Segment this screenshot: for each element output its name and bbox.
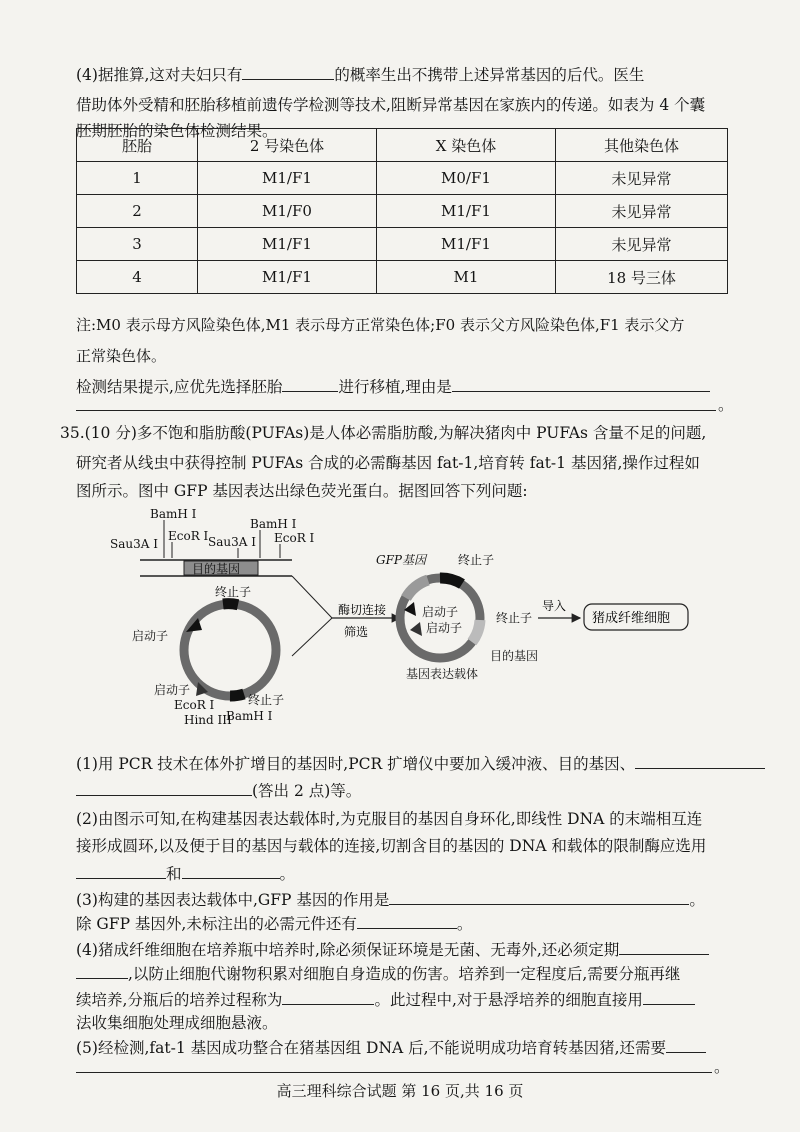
note-line1: 注:M0 表示母方风险染色体,M1 表示母方正常染色体;F0 表示父方风险染色体,F1 表示父方: [76, 316, 685, 334]
hindiii-label: Hind III: [184, 713, 232, 727]
answer-blank[interactable]: [282, 375, 338, 392]
vector-promoter-label2: 启动子: [426, 621, 463, 635]
cell: M1/F0: [198, 195, 377, 228]
header-embryo: 胚胎: [77, 129, 198, 162]
cell: M1/F1: [198, 261, 377, 294]
q3-line1: [76, 888, 705, 911]
q2-and: 和: [166, 865, 182, 883]
q3-text: (3)构建的基因表达载体中,GFP 基因的作用是: [76, 891, 390, 909]
answer-blank[interactable]: [389, 888, 689, 905]
ligation-label: 酶切连接: [338, 603, 387, 617]
target-gene-label: 目的基因: [192, 562, 241, 576]
vector-name-label: 基因表达载体: [406, 667, 479, 681]
q4-line2b: [76, 962, 680, 985]
bamhi-right-label: BamH I: [250, 517, 297, 531]
vector-target-gene-label: 目的基因: [490, 649, 539, 663]
terminator-label: 终止子: [215, 585, 252, 599]
q4-text5: 法收集细胞处理成细胞悬液。: [76, 1014, 278, 1032]
q1-text: (1)用 PCR 技术在体外扩增目的基因时,PCR 扩增仪中要加入缓冲液、目的基因、: [76, 755, 636, 773]
q5-line1: [76, 1036, 706, 1059]
header-other: 其他染色体: [556, 129, 728, 162]
q5-end: 。: [714, 1058, 730, 1076]
q2-end: 。: [279, 865, 296, 883]
cell: 1: [77, 162, 198, 195]
ecori-left-label: EcoR I: [168, 529, 209, 543]
cell: M1/F1: [377, 228, 556, 261]
q4-text3: 续培养,分瓶后的培养过程称为: [76, 991, 283, 1009]
screening-label: 筛选: [344, 625, 369, 639]
cell: M1/F1: [198, 162, 377, 195]
table-row: [77, 228, 728, 261]
q4-line1-text2: 的概率生出不携带上述异常基因的后代。医生: [334, 66, 645, 84]
gfp-label: GFP基因: [376, 553, 426, 567]
bamhi-plasmid-label: BamH I: [226, 709, 273, 723]
table-row: [77, 162, 728, 195]
answer-blank[interactable]: [76, 962, 128, 979]
terminator-block: [223, 604, 238, 605]
gene-construct-diagram: [110, 506, 710, 731]
sau3ai-left-label: Sau3A I: [110, 537, 158, 551]
terminator-block2: [230, 694, 244, 696]
answer-blank[interactable]: [76, 779, 252, 796]
ecori-right-label: EcoR I: [274, 531, 315, 545]
plasmid-ring: [184, 604, 276, 696]
cell: 未见异常: [556, 195, 728, 228]
answer-blank[interactable]: [357, 912, 457, 929]
cell: 未见异常: [556, 162, 728, 195]
answer-blank[interactable]: [282, 988, 374, 1005]
vector-terminator: [440, 578, 462, 584]
cell: M1/F1: [377, 195, 556, 228]
answer-blank[interactable]: [635, 752, 765, 769]
sau3ai-mid-label: Sau3A I: [208, 535, 256, 549]
q5-text: (5)经检测,fat-1 基因成功整合在猪基因组 DNA 后,不能说明成功培育转基因猪,还需要: [76, 1039, 667, 1057]
answer-blank[interactable]: [182, 862, 280, 879]
header-chrx: X 染色体: [377, 129, 556, 162]
q2-line3: [76, 862, 295, 885]
detect-line: [76, 375, 710, 398]
q2-line1: (2)由图示可知,在构建基因表达载体时,为克服目的基因自身环化,即线性 DNA 的末端相互连: [76, 810, 703, 828]
detect-mid: 进行移植,理由是: [338, 378, 452, 396]
q4-line1b: [76, 938, 709, 961]
answer-line[interactable]: [76, 1072, 712, 1073]
cell: M1: [377, 261, 556, 294]
cell: M0/F1: [377, 162, 556, 195]
answer-blank[interactable]: [452, 375, 710, 392]
q35-line1: 35.(10 分)多不饱和脂肪酸(PUFAs)是人体必需脂肪酸,为解决猪肉中 PUFAs 含量不足的问题,: [60, 424, 707, 442]
q4-line1-text: (4)据推算,这对夫妇只有: [76, 66, 243, 84]
page-footer: 高三理科综合试题 第 16 页,共 16 页: [276, 1082, 524, 1100]
detect-pre: 检测结果提示,应优先选择胚胎: [76, 378, 283, 396]
q4-text2: ,以防止细胞代谢物积累对细胞自身造成的伤害。培养到一定程度后,需要分瓶再继: [128, 965, 681, 983]
vector-promoter-label1: 启动子: [422, 605, 459, 619]
note-line2: 正常染色体。: [76, 347, 167, 365]
vector-promoter2: [410, 622, 422, 636]
pig-cell-label: 猪成纤维细胞: [592, 611, 671, 626]
q4-line3b: [76, 988, 695, 1011]
q1-line1: [76, 752, 765, 775]
q2-line2: 接形成圆环,以及便于目的基因与载体的连接,切割含目的基因的 DNA 和载体的限制酶应选用: [76, 837, 707, 855]
q3-end: 。: [689, 891, 705, 909]
q3-line2: [76, 912, 472, 935]
answer-blank[interactable]: [666, 1036, 706, 1053]
cell: 未见异常: [556, 228, 728, 261]
ecori-plasmid-label: EcoR I: [174, 698, 215, 712]
vector-terminator-label2: 终止子: [496, 611, 533, 625]
answer-blank[interactable]: [643, 988, 695, 1005]
bamhi-left-label: BamH I: [150, 507, 197, 521]
q4-line1: [76, 63, 644, 86]
cell: 18 号三体: [556, 261, 728, 294]
embryo-table: [76, 128, 728, 294]
terminator-label2: 终止子: [248, 693, 285, 707]
import-label: 导入: [542, 599, 567, 613]
cell: 3: [77, 228, 198, 261]
table-row: [77, 261, 728, 294]
q1-line2: [76, 779, 361, 802]
q4-text: (4)猪成纤维细胞在培养瓶中培养时,除必须保证环境是无菌、无毒外,还必须定期: [76, 941, 620, 959]
gfp-segment: [406, 580, 428, 598]
table-row: [77, 195, 728, 228]
q3-end2: 。: [456, 915, 473, 933]
table-header-row: [77, 129, 728, 162]
answer-line[interactable]: [76, 410, 716, 411]
cell: M1/F1: [198, 228, 377, 261]
cell: 2: [77, 195, 198, 228]
header-chr2: 2 号染色体: [198, 129, 377, 162]
promoter-label2: 启动子: [154, 683, 191, 697]
vector-terminator-label: 终止子: [458, 553, 495, 567]
q4-line3: 胚期胚胎的染色体检测结果。: [76, 122, 278, 140]
answer-blank[interactable]: [76, 862, 166, 879]
merge-line: [292, 618, 332, 656]
q1-text2: (答出 2 点)等。: [252, 782, 362, 800]
answer-blank[interactable]: [619, 938, 709, 955]
q35-line2: 研究者从线虫中获得控制 PUFAs 合成的必需酶基因 fat-1,培育转 fat-1 基因猪,操作过程如: [76, 454, 700, 472]
merge-line: [292, 576, 332, 618]
vector-target-gene: [472, 620, 480, 642]
q35-line3: 图所示。图中 GFP 基因表达出绿色荧光蛋白。据图回答下列问题:: [76, 482, 528, 500]
q4-line2: 借助体外受精和胚胎移植前遗传学检测等技术,阻断异常基因在家族内的传递。如表为 4 个囊: [76, 96, 706, 114]
q3-text2: 除 GFP 基因外,未标注出的必需元件还有: [76, 915, 357, 933]
promoter-label: 启动子: [132, 629, 169, 643]
q4-text4: 。此过程中,对于悬浮培养的细胞直接用: [374, 991, 643, 1009]
answer-blank[interactable]: [242, 63, 334, 80]
detect-end: 。: [718, 396, 734, 414]
cell: 4: [77, 261, 198, 294]
